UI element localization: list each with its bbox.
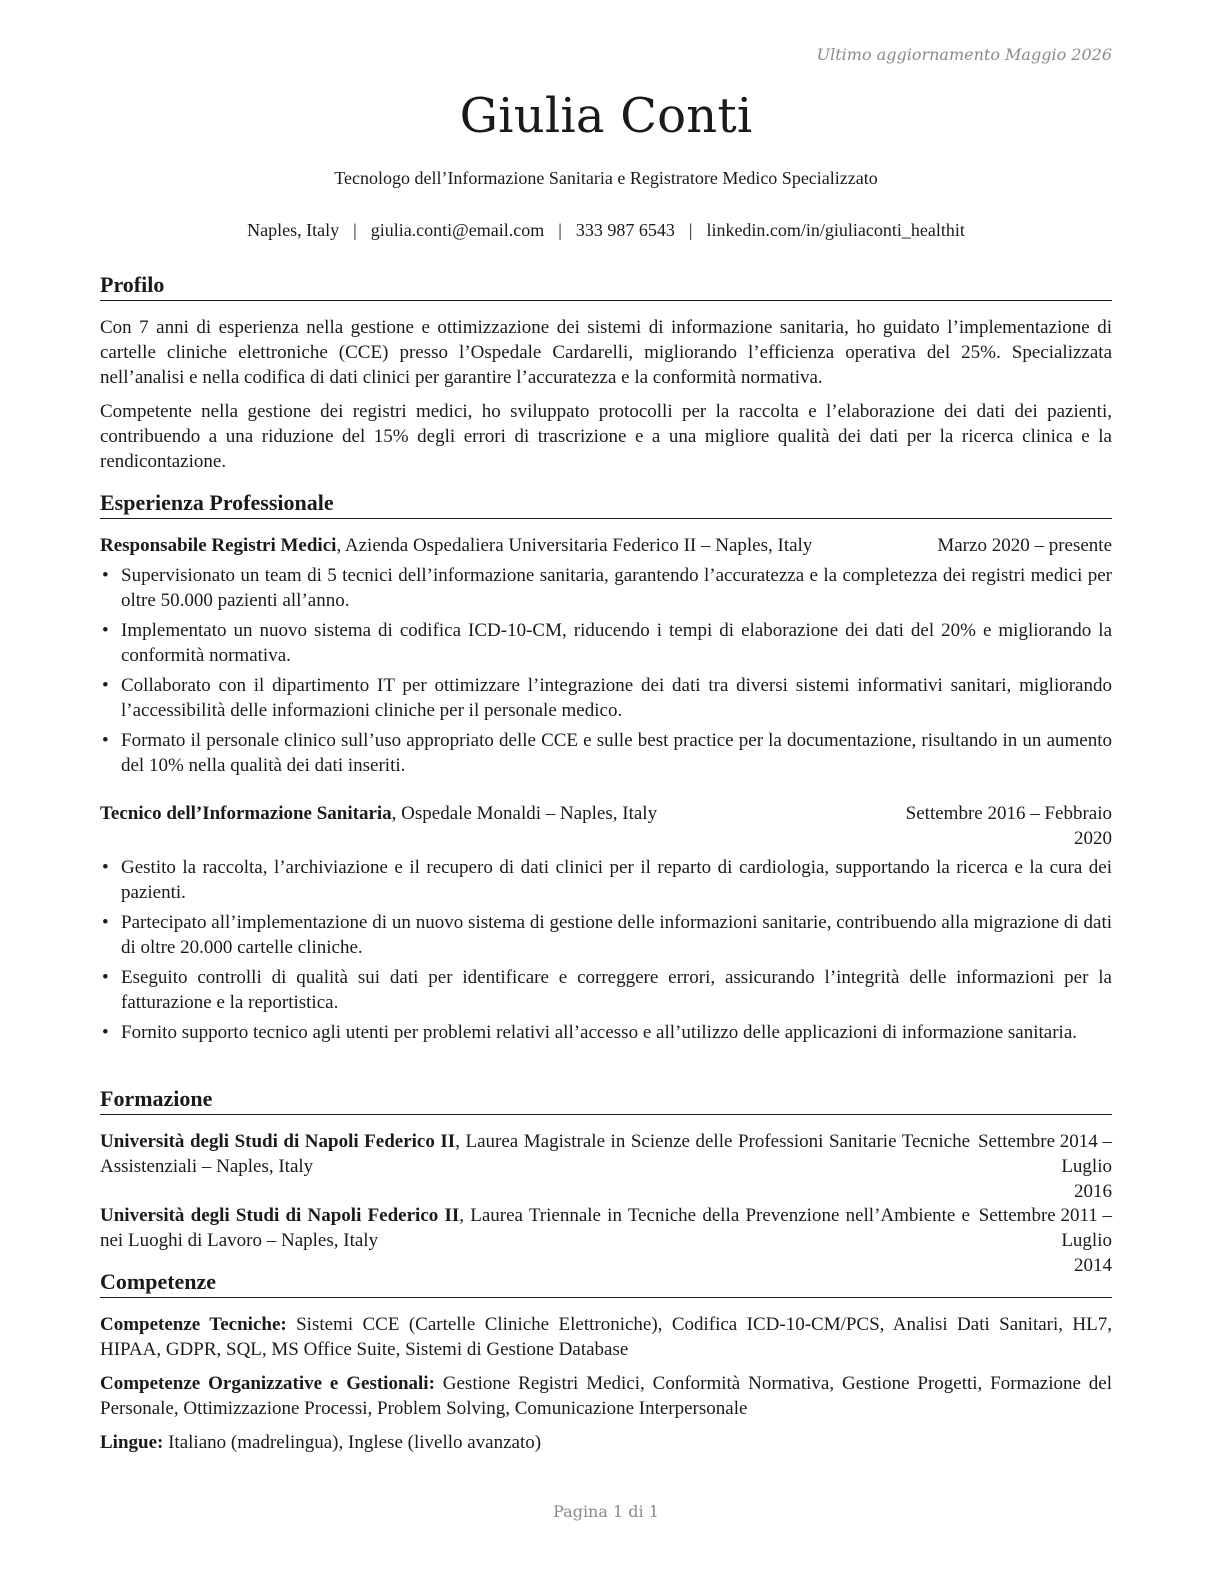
education-entry [100, 1129, 1112, 1204]
education-dates-line: Settembre 2014 – Luglio [977, 1131, 1112, 1177]
list-item: • Fornito supporto tecnico agli utenti per problemi relativi all’accesso e all’utilizzo delle applicazioni di informazione sanitaria. [100, 1020, 1112, 1045]
job-header [100, 801, 1112, 851]
list-item: • Supervisionato un team di 5 tecnici dell’informazione sanitaria, garantendo l’accuratezza e la completezza dei registri medici per oltre 50.000 pazienti all’anno. [100, 563, 1112, 613]
education-degree: , Laurea Triennale in Tecniche della Prevenzione nell’Ambiente e nei Luoghi di Lavoro – Naples, Italy [100, 1205, 970, 1251]
education-dates-line: 2014 [1074, 1255, 1112, 1276]
contact-linkedin[interactable]: linkedin.com/in/giuliaconti_healthit [706, 220, 965, 240]
job-dates [906, 801, 1112, 851]
contact-line [100, 220, 1112, 241]
contact-phone: 333 987 6543 [575, 220, 675, 240]
section-title-profile: Profilo [100, 272, 1112, 301]
last-updated: Ultimo aggiornamento Maggio 2026 [816, 45, 1112, 64]
skill-value: Sistemi CCE (Cartelle Cliniche Elettroniche), Codifica ICD-10-CM/PCS, Analisi Dati Sanitari, HL7, HIPAA, GDPR, SQL, MS Office Suite, Sistemi di Gestione Database [100, 1314, 1112, 1360]
skill-label: Lingue: [100, 1432, 164, 1453]
job-bullets [100, 563, 1112, 783]
education-school: Università degli Studi di Napoli Federico II [100, 1205, 460, 1226]
profile-paragraph: Competente nella gestione dei registri medici, ho sviluppato protocolli per la raccolta e l’elaborazione dei dati dei pazienti, contribuendo a una riduzione del 15% degli errori di trascrizione e a una migliore qualità dei dati per la ricerca clinica e la rendicontazione. [100, 401, 1112, 472]
skill-label: Competenze Organizzative e Gestionali: [100, 1373, 435, 1394]
candidate-name: Giulia Conti [459, 88, 753, 144]
contact-email[interactable]: giulia.conti@email.com [370, 220, 545, 240]
list-item: • Partecipato all’implementazione di un nuovo sistema di gestione delle informazioni sanitarie, contribuendo alla migrazione di dati di oltre 20.000 cartelle cliniche. [100, 910, 1112, 960]
job-bullets [100, 855, 1112, 1050]
skill-line [100, 1312, 1112, 1362]
job-dates-line: Settembre 2016 – Febbraio [905, 803, 1112, 824]
job-role: Responsabile Registri Medici [100, 535, 337, 556]
skill-line [100, 1430, 1112, 1455]
list-item: • Eseguito controlli di qualità sui dati per identificare e correggere errori, assicurando l’integrità delle informazioni per la fatturazione e la reportistica. [100, 965, 1112, 1015]
contact-separator: | [688, 220, 693, 240]
list-item: • Formato il personale clinico sull’uso appropriato delle CCE e sulle best practice per la documentazione, risultando in un aumento del 10% nella qualità dei dati inseriti. [100, 728, 1112, 778]
section-title-skills: Competenze [100, 1269, 1112, 1298]
job-header [100, 533, 1112, 558]
profile-paragraph: Con 7 anni di esperienza nella gestione e ottimizzazione dei sistemi di informazione sanitaria, ho guidato l’implementazione di cartelle cliniche elettroniche (CCE) presso l’Ospedale Cardarelli, migliorando l’efficienza operativa del 25%. Specializzata nell’analisi e nella codifica di dati clinici per garantire l’accuratezza e la conformità normativa. [100, 317, 1112, 388]
job-role: Tecnico dell’Informazione Sanitaria [100, 803, 392, 824]
education-dates [970, 1203, 1112, 1278]
education-dates-line: 2016 [1074, 1181, 1112, 1202]
job-organization: , Azienda Ospedaliera Universitaria Federico II – Naples, Italy [336, 535, 813, 556]
section-title-experience: Esperienza Professionale [100, 490, 1112, 519]
page-number: Pagina 1 di 1 [553, 1502, 659, 1521]
contact-location: Naples, Italy [247, 220, 340, 240]
education-dates-line: Settembre 2011 – Luglio [978, 1205, 1112, 1251]
list-item: • Collaborato con il dipartimento IT per ottimizzare l’integrazione dei dati tra diversi sistemi informativi sanitari, migliorando l’accessibilità delle informazioni cliniche per il personale medico. [100, 673, 1112, 723]
section-title-education: Formazione [100, 1086, 1112, 1115]
job-dates: Marzo 2020 – presente [937, 535, 1112, 556]
skill-value: Italiano (madrelingua), Inglese (livello avanzato) [163, 1432, 542, 1453]
skill-value: Gestione Registri Medici, Conformità Normativa, Gestione Progetti, Formazione del Personale, Ottimizzazione Processi, Problem Solving, Comunicazione Interpersonale [100, 1373, 1112, 1419]
skill-label: Competenze Tecniche: [100, 1314, 287, 1335]
contact-separator: | [353, 220, 357, 240]
job-organization: , Ospedale Monaldi – Naples, Italy [391, 803, 658, 824]
list-item: • Implementato un nuovo sistema di codifica ICD-10-CM, riducendo i tempi di elaborazione dei dati del 20% e migliorando la conformità normativa. [100, 618, 1112, 668]
resume-page [100, 0, 1112, 1584]
contact-separator: | [558, 220, 562, 240]
skill-line [100, 1371, 1112, 1421]
education-degree: , Laurea Magistrale in Scienze delle Professioni Sanitarie Tecniche Assistenziali – Naples, Italy [100, 1131, 970, 1177]
candidate-headline: Tecnologo dell’Informazione Sanitaria e Registratore Medico Specializzato [334, 168, 878, 188]
job-dates-line: 2020 [1074, 828, 1112, 849]
list-item: • Gestito la raccolta, l’archiviazione e il recupero di dati clinici per il reparto di cardiologia, supportando la ricerca e la cura dei pazienti. [100, 855, 1112, 905]
education-entry [100, 1203, 1112, 1278]
education-school: Università degli Studi di Napoli Federico II [100, 1131, 456, 1152]
education-dates [970, 1129, 1112, 1204]
